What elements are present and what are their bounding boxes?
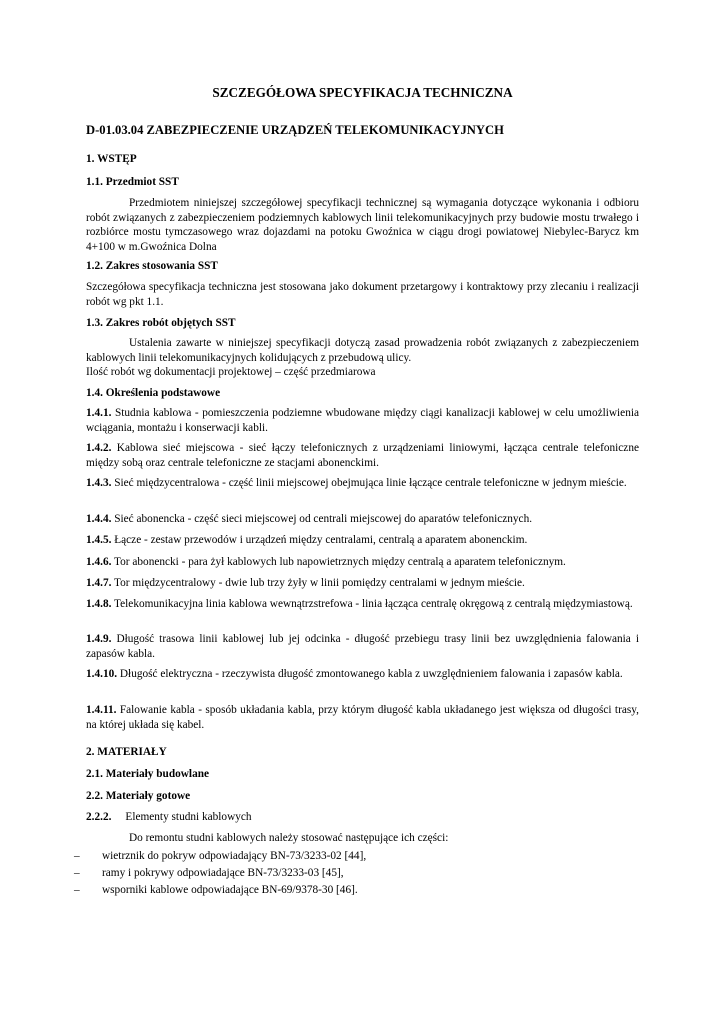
definition-1-4-7: [86, 576, 639, 591]
bullet-text: wietrznik do pokryw odpowiadający BN-73/3233-02 [44],: [102, 850, 367, 862]
section-heading-2: 2. MATERIAŁY: [86, 746, 167, 758]
definition-number: 1.4.1.: [86, 407, 112, 419]
paragraph-1-2: Szczegółowa specyfikacja techniczna jest stosowana jako dokument przetargowy i kontraktowy przy zlecaniu i realizacji robót wg pkt 1.1.: [86, 281, 639, 308]
subsection-intro: Do remontu studni kablowych należy stosować następujące ich części:: [129, 832, 449, 844]
document-title: SZCZEGÓŁOWA SPECYFIKACJA TECHNICZNA: [212, 85, 513, 100]
definition-text: Kablowa sieć miejscowa - sieć łączy telefonicznych z urządzeniami liniowymi, łącząca centrale telefoniczne między sobą oraz centrale telefoniczne ze stacjami abonenckimi.: [86, 442, 639, 469]
paragraph-1-1: Przedmiotem niniejszej szczegółowej specyfikacji technicznej są wymagania dotyczące wykonania i odbioru robót związanych z zabezpieczeniem podziemnych kablowych linii telekomunikacyjnych przy budowie mostu trwałego i rozbiórce mostu tymczasowego wraz dojazdami na potoku Gwoźnica w ciągu drogi powiatowej Niebylec-Barycz km 4+100 w m.Gwoźnica Dolna: [86, 197, 639, 253]
definition-1-4-9: [86, 632, 639, 661]
subsection-number: 2.2.2.: [86, 811, 112, 823]
section-heading-1-3: 1.3. Zakres robót objętych SST: [86, 317, 236, 329]
section-heading-1: 1. WSTĘP: [86, 153, 137, 165]
definition-text: Sieć międzycentralowa - część linii miejscowej obejmująca linie łączące centrale telefoniczne w jednym mieście.: [111, 477, 627, 489]
section-heading-1-4: 1.4. Określenia podstawowe: [86, 387, 221, 399]
definition-1-4-5: [86, 533, 639, 548]
paragraph-1-3-quantity: Ilość robót wg dokumentacji projektowej – część przedmiarowa: [86, 366, 376, 378]
definition-1-4-11: [86, 703, 639, 732]
definition-text: Łącze - zestaw przewodów i urządzeń między centralami, centralą a aparatem abonenckim.: [111, 534, 528, 546]
definition-number: 1.4.6.: [86, 556, 112, 568]
definition-number: 1.4.9.: [86, 633, 112, 645]
subsection-2-2-2: [86, 810, 252, 825]
definition-1-4-2: [86, 441, 639, 470]
definition-1-4-6: [86, 555, 639, 570]
definition-number: 1.4.11.: [86, 704, 117, 716]
definition-number: 1.4.5.: [86, 534, 112, 546]
definition-number: 1.4.10.: [86, 668, 118, 680]
bullet-text: ramy i pokrywy odpowiadające BN-73/3233-03 [45],: [102, 867, 344, 879]
section-heading-1-1: 1.1. Przedmiot SST: [86, 176, 179, 188]
bullet-text: wsporniki kablowe odpowiadające BN-69/9378-30 [46].: [102, 884, 358, 896]
definition-text: Telekomunikacyjna linia kablowa wewnątrzstrefowa - linia łącząca centralę okręgową z centralą międzymiastową.: [111, 598, 633, 610]
paragraph-1-3: Ustalenia zawarte w niniejszej specyfikacji dotyczą zasad prowadzenia robót związanych z zabezpieczeniem kablowych linii telekomunikacyjnych kolidujących z przebudową ulicy.: [86, 337, 639, 364]
definition-number: 1.4.8.: [86, 598, 112, 610]
bullet-item: [74, 883, 358, 898]
subsection-title: Elementy studni kablowych: [125, 811, 252, 823]
section-heading-2-1: 2.1. Materiały budowlane: [86, 768, 210, 780]
bullet-item: [74, 849, 366, 864]
definition-text: Długość elektryczna - rzeczywista długość zmontowanego kabla z uwzględnieniem falowania i zapasów kabla.: [117, 668, 623, 680]
definition-1-4-1: [86, 406, 639, 435]
definition-1-4-4: [86, 512, 639, 527]
definition-text: Studnia kablowa - pomieszczenia podziemne wbudowane między ciągi kanalizacji kablowej w celu umożliwienia wciągania, montażu i konserwacji kabli.: [86, 407, 639, 434]
bullet-item: [74, 866, 344, 881]
definition-number: 1.4.7.: [86, 577, 112, 589]
definition-text: Falowanie kabla - sposób układania kabla, przy którym długość kabla układanego jest większa od długości trasy, na której układa się kabel.: [86, 704, 639, 731]
bullet-dash: –: [74, 884, 80, 896]
definition-text: Tor międzycentralowy - dwie lub trzy żyły w linii pomiędzy centralami w jednym mieście.: [111, 577, 525, 589]
definition-1-4-10: [86, 667, 639, 682]
section-heading-1-2: 1.2. Zakres stosowania SST: [86, 260, 218, 272]
definition-text: Tor abonencki - para żył kablowych lub napowietrznych między centralą a aparatem telefonicznym.: [111, 556, 566, 568]
section-heading-2-2: 2.2. Materiały gotowe: [86, 790, 191, 802]
definition-number: 1.4.2.: [86, 442, 112, 454]
bullet-dash: –: [74, 850, 80, 862]
definition-number: 1.4.4.: [86, 513, 112, 525]
definition-text: Długość trasowa linii kablowej lub jej odcinka - długość przebiegu trasy linii bez uwzględnienia falowania i zapasów kabla.: [86, 633, 639, 660]
definition-1-4-8: [86, 597, 639, 612]
spec-code-heading: D-01.03.04 ZABEZPIECZENIE URZĄDZEŃ TELEKOMUNIKACYJNYCH: [86, 123, 504, 137]
definition-text: Sieć abonencka - część sieci miejscowej od centrali miejscowej do aparatów telefonicznych.: [111, 513, 533, 525]
definition-1-4-3: [86, 476, 639, 491]
bullet-dash: –: [74, 867, 80, 879]
definition-number: 1.4.3.: [86, 477, 112, 489]
